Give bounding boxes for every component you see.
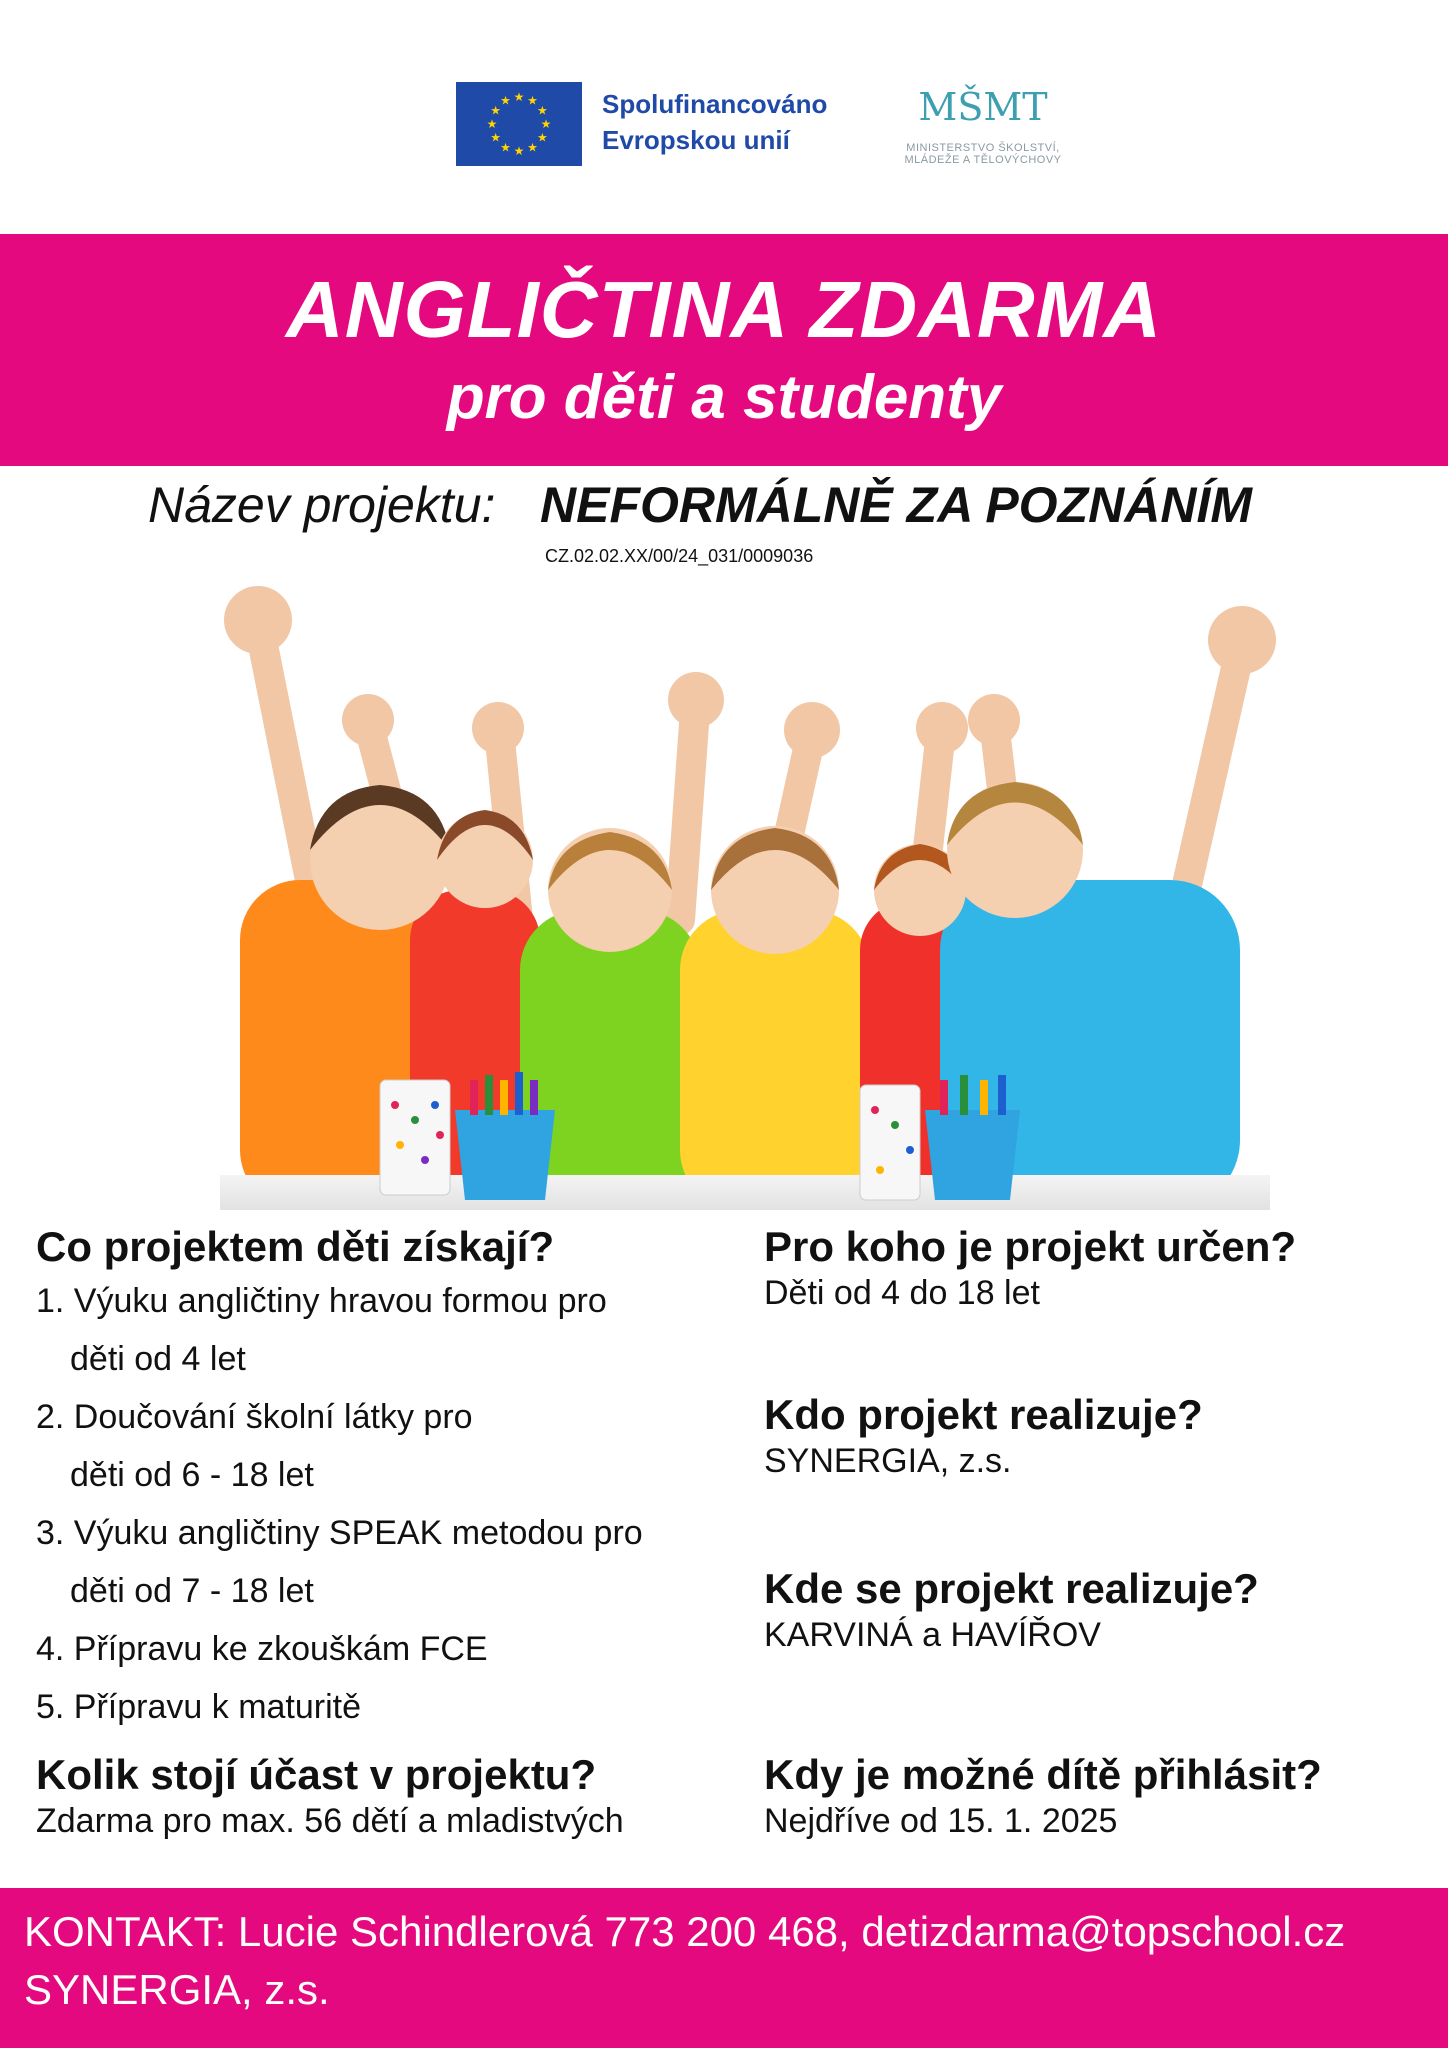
msmt-text-line2: MLÁDEŽE A TĚLOVÝCHOVY <box>904 154 1062 166</box>
cost-heading: Kolik stojí účast v projektu? <box>36 1751 597 1798</box>
msmt-text-line1: MINISTERSTVO ŠKOLSTVÍ, <box>906 142 1060 154</box>
when-section <box>764 1750 1444 1842</box>
eu-star-icon: ★ <box>513 90 525 104</box>
project-name-row <box>0 476 1448 536</box>
msmt-name <box>888 142 1078 166</box>
list-item <box>36 1272 736 1388</box>
eu-star-icon: ★ <box>527 140 538 155</box>
target-heading: Pro koho je projekt určen? <box>764 1223 1297 1270</box>
list-item-line2: děti od 6 - 18 let <box>70 1456 314 1494</box>
project-code: CZ.02.02.XX/00/24_031/0009036 <box>545 546 814 566</box>
eu-star-icon: ★ <box>486 117 498 131</box>
organization-line: SYNERGIA, z.s. <box>24 1966 330 2013</box>
project-name: NEFORMÁLNĚ ZA POZNÁNÍM <box>540 477 1252 533</box>
eu-star-icon: ★ <box>536 130 548 145</box>
cost-answer: Zdarma pro max. 56 dětí a mladistvých <box>36 1802 624 1840</box>
where-answer: KARVINÁ a HAVÍŘOV <box>764 1616 1101 1654</box>
project-label: Název projektu: <box>148 477 496 533</box>
list-item <box>36 1504 736 1620</box>
eu-star-icon: ★ <box>490 130 502 145</box>
eu-text-line2: Evropskou unií <box>602 125 790 155</box>
who-answer: SYNERGIA, z.s. <box>764 1442 1012 1480</box>
eu-star-icon: ★ <box>540 117 552 131</box>
page-subtitle: pro děti a studenty <box>446 363 1002 432</box>
when-heading: Kdy je možné dítě přihlásit? <box>764 1751 1322 1798</box>
eu-star-icon: ★ <box>527 93 538 108</box>
children-photo <box>120 560 1320 1210</box>
eu-star-icon: ★ <box>536 103 548 118</box>
blue-cup <box>455 1110 555 1200</box>
list-item-line2: děti od 7 - 18 let <box>70 1572 314 1610</box>
msmt-mark-text: MŠMT <box>918 85 1048 129</box>
list-item-line1: 5. Přípravu k maturitě <box>36 1688 362 1726</box>
eu-star-icon: ★ <box>500 140 511 155</box>
list-item <box>36 1620 736 1678</box>
list-item-line2: děti od 4 let <box>70 1340 246 1378</box>
eu-stars-icon <box>456 82 582 166</box>
list-item-line1: 1. Výuku angličtiny hravou formou pro <box>36 1282 607 1320</box>
list-item-line1: 3. Výuku angličtiny SPEAK metodou pro <box>36 1514 643 1552</box>
where-section <box>764 1564 1259 1656</box>
eu-star-icon: ★ <box>500 93 511 108</box>
hands <box>224 586 1276 758</box>
who-section <box>764 1390 1203 1482</box>
eu-flag-logo <box>456 82 582 166</box>
benefits-heading: Co projektem děti získají? <box>36 1223 555 1270</box>
eu-star-icon: ★ <box>513 144 525 158</box>
list-item <box>36 1388 736 1504</box>
eu-cofinanced-text <box>602 86 827 158</box>
contact-line: KONTAKT: Lucie Schindlerová 773 200 468, detizdarma@topschool.cz <box>24 1908 1346 1955</box>
polka-dot-cup-2 <box>860 1085 920 1200</box>
list-item <box>36 1678 736 1736</box>
eu-text-line1: Spolufinancováno <box>602 89 828 119</box>
benefits-section <box>36 1222 736 1736</box>
benefits-list <box>36 1272 736 1736</box>
where-heading: Kde se projekt realizuje? <box>764 1565 1259 1612</box>
target-answer: Děti od 4 do 18 let <box>764 1274 1040 1312</box>
child-yellow-shirt <box>680 910 870 1210</box>
list-item-line1: 2. Doučování školní látky pro <box>36 1398 473 1436</box>
list-item-line1: 4. Přípravu ke zkouškám FCE <box>36 1630 488 1668</box>
cost-section <box>36 1750 736 1842</box>
who-heading: Kdo projekt realizuje? <box>764 1391 1203 1438</box>
blue-cup-2 <box>925 1110 1020 1200</box>
msmt-mark-icon <box>918 80 1048 140</box>
target-section <box>764 1222 1444 1314</box>
when-answer: Nejdříve od 15. 1. 2025 <box>764 1802 1118 1840</box>
logos-row <box>0 80 1448 170</box>
eu-star-icon: ★ <box>490 103 502 118</box>
page-title: ANGLIČTINA ZDARMA <box>285 265 1163 354</box>
table <box>220 1175 1270 1210</box>
msmt-logo <box>888 80 1078 170</box>
title-band <box>0 234 1448 466</box>
contact-footer <box>0 1888 1448 2048</box>
